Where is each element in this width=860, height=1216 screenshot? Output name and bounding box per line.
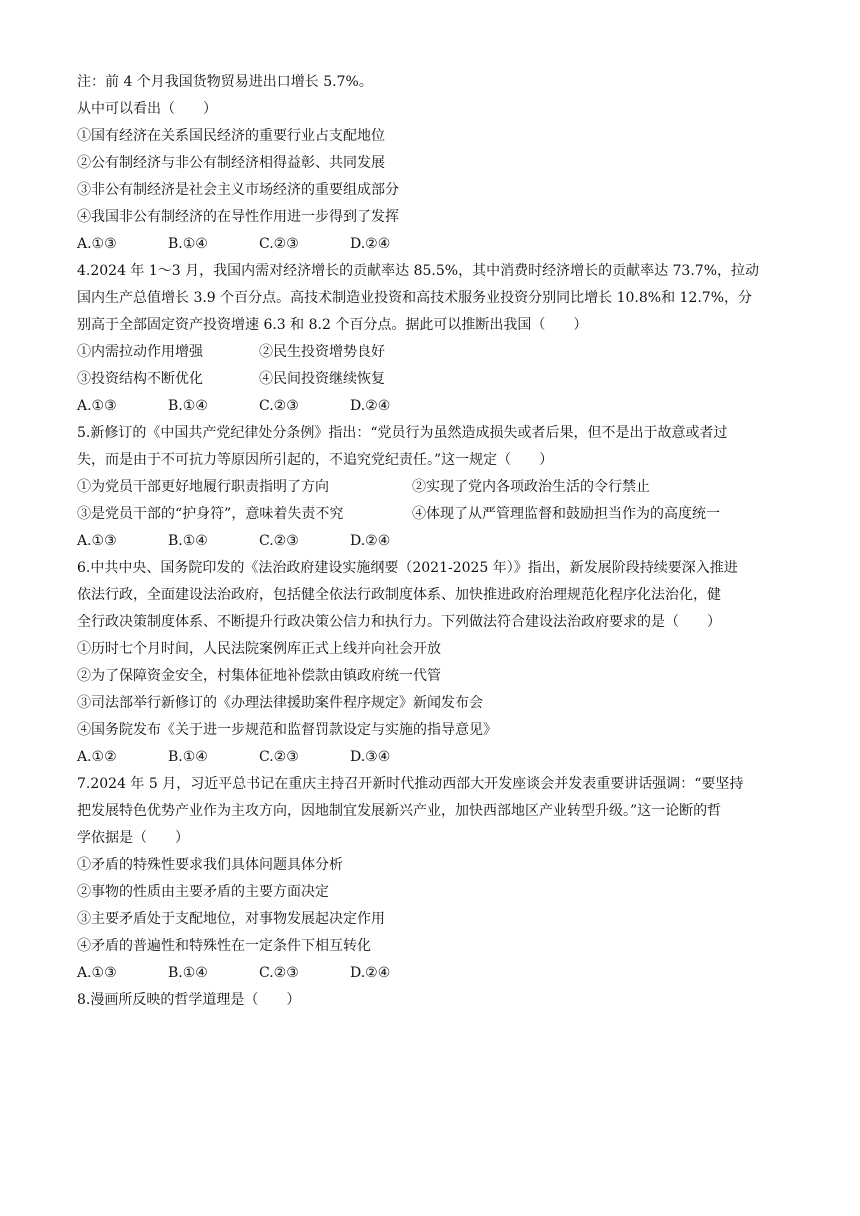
question-4-line: 4.2024 年 1～3 月，我国内需对经济增长的贡献率达 85.5%，其中消费时经济增长的贡献率达 73.7%，拉动	[77, 263, 759, 279]
statement-item: ①内需拉动作用增强	[77, 344, 203, 360]
option-c: C.②③	[259, 533, 299, 549]
statement-item: ②为了保障资金安全，村集体征地补偿款由镇政府统一代管	[77, 668, 441, 684]
option-a: A.①③	[77, 965, 117, 981]
statement-item: ④我国非公有制经济的在导性作用进一步得到了发挥	[77, 209, 399, 225]
question-4-line: 别高于全部固定资产投资增速 6.3 和 8.2 个百分点。据此可以推断出我国（ ）	[77, 317, 588, 333]
statement-item: ②事物的性质由主要矛盾的主要方面决定	[77, 884, 329, 900]
question-6-line: 全行政决策制度体系、不断提升行政决策公信力和执行力。下列做法符合建设法治政府要求的是（ ）	[77, 614, 721, 630]
question-stem: 从中可以看出（ ）	[77, 101, 217, 117]
option-a: A.①③	[77, 398, 117, 414]
option-b: B.①④	[168, 236, 208, 252]
question-5-line: 失，而是由于不可抗力等原因所引起的，不追究党纪责任。”这一规定（ ）	[77, 452, 554, 468]
question-7-line: 学依据是（ ）	[77, 830, 189, 846]
question-6-line: 6.中共中央、国务院印发的《法治政府建设实施纲要（2021-2025 年）》指出，新发展阶段持续要深入推进	[77, 560, 738, 576]
statement-item: ③是党员干部的“护身符”，意味着失责不究	[77, 506, 344, 522]
question-5-line: 5.新修订的《中国共产党纪律处分条例》指出：“党员行为虽然造成损失或者后果，但不是出于故意或者过	[77, 425, 728, 441]
statement-item: ①历时七个月时间，人民法院案例库正式上线并向社会开放	[77, 641, 441, 657]
statement-item: ④体现了从严管理监督和鼓励担当作为的高度统一	[412, 506, 720, 522]
question-4-line: 国内生产总值增长 3.9 个百分点。高技术制造业投资和高技术服务业投资分别同比增长 10.8%和 12.7%，分	[77, 290, 753, 306]
statement-item: ③投资结构不断优化	[77, 371, 203, 387]
statement-item: ②实现了党内各项政治生活的令行禁止	[412, 479, 650, 495]
option-b: B.①④	[168, 398, 208, 414]
option-d: D.③④	[350, 749, 391, 765]
statement-item: ④民间投资继续恢复	[259, 371, 385, 387]
option-a: A.①③	[77, 236, 117, 252]
option-b: B.①④	[168, 533, 208, 549]
option-c: C.②③	[259, 236, 299, 252]
statement-item: ③主要矛盾处于支配地位，对事物发展起决定作用	[77, 911, 385, 927]
option-b: B.①④	[168, 965, 208, 981]
statement-item: ①国有经济在关系国民经济的重要行业占支配地位	[77, 128, 385, 144]
statement-item: ①为党员干部更好地履行职责指明了方向	[77, 479, 329, 495]
statement-item: ④矛盾的普遍性和特殊性在一定条件下相互转化	[77, 938, 371, 954]
question-7-line: 7.2024 年 5 月，习近平总书记在重庆主持召开新时代推动西部大开发座谈会并发表重要讲话强调：“要坚持	[77, 776, 744, 792]
option-c: C.②③	[259, 749, 299, 765]
question-6-line: 依法行政，全面建设法治政府，包括健全依法行政制度体系、加快推进政府治理规范化程序化法治化，健	[77, 587, 721, 603]
option-d: D.②④	[350, 965, 391, 981]
option-b: B.①④	[168, 749, 208, 765]
note-line: 注：前 4 个月我国货物贸易进出口增长 5.7%。	[77, 74, 373, 90]
statement-item: ③非公有制经济是社会主义市场经济的重要组成部分	[77, 182, 399, 198]
statement-item: ③司法部举行新修订的《办理法律援助案件程序规定》新闻发布会	[77, 695, 483, 711]
option-d: D.②④	[350, 533, 391, 549]
option-a: A.①②	[77, 749, 117, 765]
option-a: A.①③	[77, 533, 117, 549]
question-7-line: 把发展特色优势产业作为主攻方向，因地制宜发展新兴产业，加快西部地区产业转型升级。”这一论断的哲	[77, 803, 722, 819]
option-d: D.②④	[350, 236, 391, 252]
option-c: C.②③	[259, 398, 299, 414]
question-8-line: 8.漫画所反映的哲学道理是（ ）	[77, 992, 301, 1008]
statement-item: ②民生投资增势良好	[259, 344, 385, 360]
statement-item: ④国务院发布《关于进一步规范和监督罚款设定与实施的指导意见》	[77, 722, 497, 738]
statement-item: ②公有制经济与非公有制经济相得益彰、共同发展	[77, 155, 385, 171]
statement-item: ①矛盾的特殊性要求我们具体问题具体分析	[77, 857, 343, 873]
option-c: C.②③	[259, 965, 299, 981]
option-d: D.②④	[350, 398, 391, 414]
